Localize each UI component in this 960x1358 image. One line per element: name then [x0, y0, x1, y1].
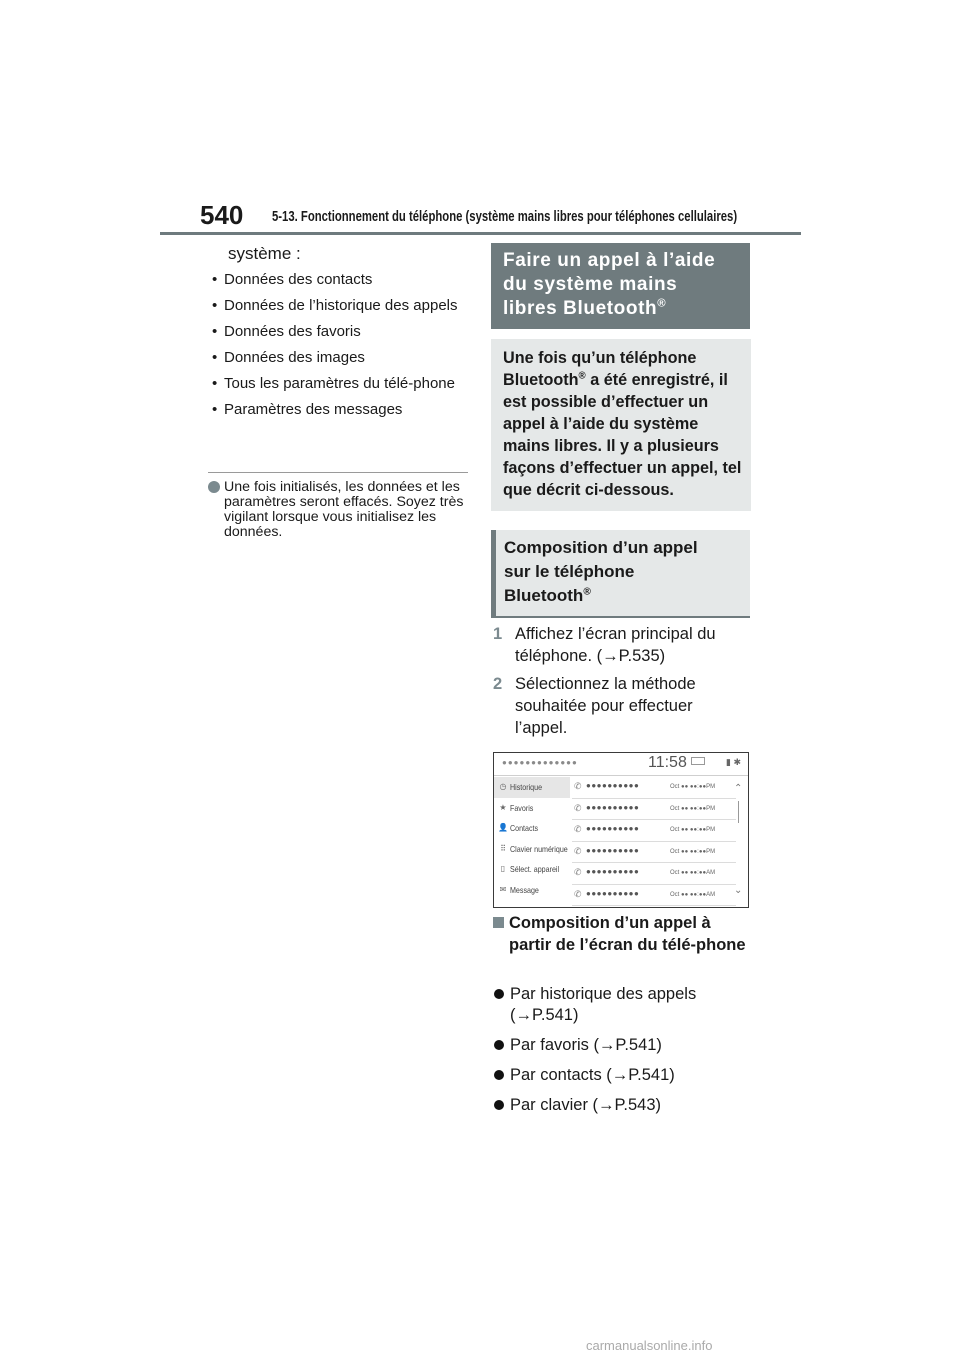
phone-select-icon: ▯: [500, 864, 506, 873]
section-heading: [491, 530, 750, 618]
step-number: 2: [493, 675, 503, 693]
bullet-icon: [494, 1070, 504, 1080]
section-banner: [491, 243, 750, 329]
banner-title: Faire un appel à l’aide du système mains libres Bluetooth®: [503, 250, 716, 319]
step-number: 1: [493, 625, 503, 643]
screen-status-bar: [494, 753, 749, 776]
note-bullet-icon: [208, 481, 220, 493]
scroll-down-icon[interactable]: ⌄: [734, 885, 743, 896]
list-item: Par favoris (→P.541): [493, 1035, 753, 1056]
intro-box: [491, 339, 751, 511]
menu-item-select-appareil[interactable]: ▯ Sélect. appareil: [494, 859, 570, 880]
bullet-icon: [494, 1100, 504, 1110]
menu-item-historique[interactable]: ◷ Historique: [494, 777, 570, 798]
clock-icon: ◷: [499, 782, 507, 791]
note-text: Une fois initialisés, les données et les paramètres seront effacés. Soyez très vigilant lorsque vous initialisez les données.: [224, 479, 464, 540]
incoming-call-icon: ✆: [574, 867, 582, 877]
message-icon: ✉: [499, 884, 507, 894]
step-1: [493, 623, 743, 667]
note: [208, 480, 470, 540]
call-row[interactable]: ✆ ●●●●●●●●●● Oct ●● ●●:●●AM: [572, 863, 736, 885]
list-item: • Tous les paramètres du télé-phone: [212, 375, 455, 392]
square-bullet-icon: [493, 917, 504, 928]
outgoing-call-icon: ✆: [574, 781, 582, 791]
data-list: [212, 270, 462, 426]
intro-box-text: Une fois qu’un téléphone Bluetooth® a été enregistré, il est possible d’effectuer un appel à l’aide du système mains libres. Il y a plusieurs façons d’effectuer un appel, tel que décrit ci-dessous.: [503, 349, 742, 499]
outgoing-call-icon: ✆: [574, 802, 582, 813]
list-item: • Données de l’historique des appels: [212, 297, 458, 314]
menu-item-clavier[interactable]: ⠿ Clavier numérique: [494, 839, 570, 860]
bluetooth-icon: ▮ ✱: [726, 757, 741, 767]
scrollbar[interactable]: [738, 801, 739, 823]
bullet-icon: [494, 989, 504, 999]
method-list: [493, 984, 753, 1125]
step-text: Sélectionnez la méthode souhaitée pour effectuer l’appel.: [515, 675, 696, 737]
chapter-title: 5-13. Fonctionnement du téléphone (système mains libres pour téléphones cellulaires): [272, 209, 738, 225]
outgoing-call-icon: ✆: [574, 888, 582, 899]
list-item: • Données des contacts: [212, 271, 373, 288]
list-item: • Données des images: [212, 349, 365, 366]
header-rule: [160, 232, 801, 235]
subsection-heading: Composition d’un appel à partir de l’écran du télé-phone: [491, 912, 751, 956]
menu-item-favoris[interactable]: ★ Favoris: [499, 802, 534, 813]
bullet-icon: [494, 1040, 504, 1050]
call-row[interactable]: ✆ ●●●●●●●●●● Oct ●● ●●:●●PM: [572, 820, 736, 842]
keypad-icon: ⠿: [500, 843, 506, 853]
phone-screen-illustration: [493, 752, 749, 908]
incoming-call-icon: ✆: [574, 845, 582, 856]
screen-menu: [494, 777, 570, 900]
note-divider: [208, 472, 468, 473]
call-row[interactable]: ✆ ●●●●●●●●●● Oct ●● ●●:●●PM: [572, 842, 736, 864]
section-heading-bar: [491, 530, 496, 616]
step-text: Affichez l’écran principal du téléphone. (→P.535): [515, 625, 716, 665]
intro-text: système :: [228, 244, 301, 263]
screen-title-placeholder: ●●●●●●●●●●●●●: [502, 758, 578, 767]
screen-clock: 11:58: [648, 754, 687, 771]
step-2: [493, 673, 743, 739]
section-heading-title: Composition d’un appel sur le téléphone Bluetooth®: [504, 538, 698, 605]
missed-call-icon: ✆: [574, 824, 582, 834]
list-item: • Données des favoris: [212, 323, 361, 340]
menu-item-contacts[interactable]: 👤 Contacts: [498, 823, 539, 833]
call-row[interactable]: ✆ ●●●●●●●●●● Oct ●● ●●:●●AM: [572, 885, 736, 907]
list-item: Par historique des appels (→P.541): [493, 984, 753, 1026]
signal-icon: [691, 757, 705, 765]
list-item: Par clavier (→P.543): [493, 1095, 753, 1116]
list-item: Par contacts (→P.541): [493, 1065, 753, 1086]
menu-item-message[interactable]: ✉ Message: [499, 884, 539, 895]
page-number: 540: [200, 200, 244, 230]
star-icon: ★: [499, 802, 507, 812]
list-item: • Paramètres des messages: [212, 401, 403, 418]
call-row[interactable]: ✆ ●●●●●●●●●● Oct ●● ●●:●●PM: [572, 777, 736, 799]
call-row[interactable]: ✆ ●●●●●●●●●● Oct ●● ●●:●●PM: [572, 799, 736, 821]
scroll-up-icon[interactable]: ⌃: [734, 783, 743, 794]
person-icon: 👤: [498, 823, 508, 832]
watermark: carmanualsonline.info: [586, 1338, 713, 1353]
call-list: [572, 777, 736, 906]
